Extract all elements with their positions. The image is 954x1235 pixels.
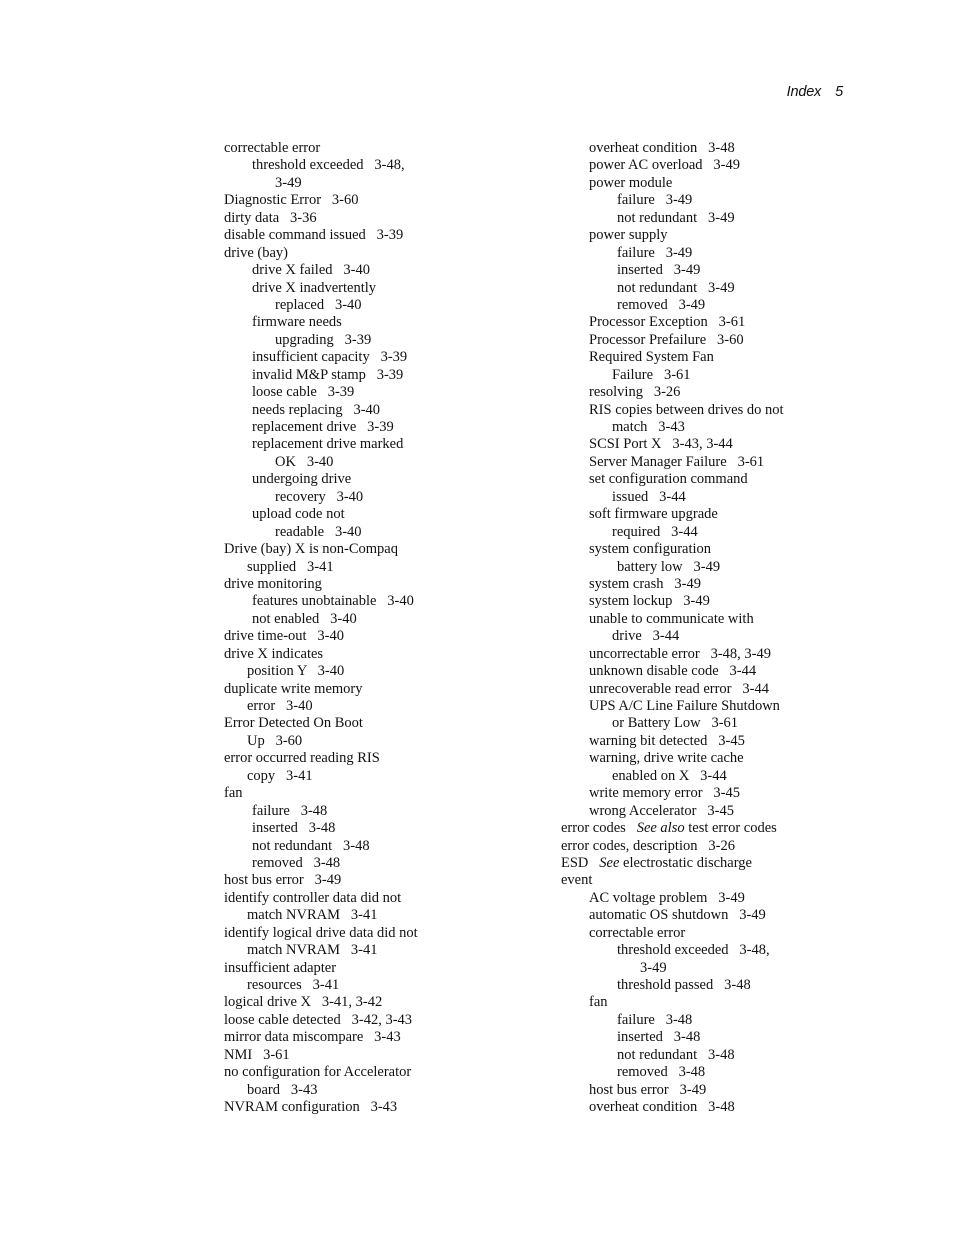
index-entry-text: invalid M&P stamp 3-39 — [252, 366, 404, 383]
index-entry — [224, 593, 554, 610]
index-entry-text: or Battery Low 3-61 — [612, 715, 739, 732]
index-entry-text: inserted 3-48 — [252, 820, 336, 837]
index-entry — [561, 140, 891, 157]
index-entry-text: recovery 3-40 — [275, 488, 364, 505]
index-entry-text: drive time-out 3-40 — [224, 628, 345, 645]
index-entry-text: Processor Exception 3-61 — [589, 314, 746, 331]
index-entry-text: dirty data 3-36 — [224, 209, 317, 226]
index-entry-text: set configuration command — [589, 471, 748, 488]
index-entry-text: drive X indicates — [224, 645, 324, 662]
index-entry-text: upload code not — [252, 506, 345, 523]
index-entry — [561, 785, 891, 802]
index-entry — [224, 960, 554, 977]
index-entry — [561, 593, 891, 610]
index-entry — [561, 297, 891, 314]
index-entry-text: enabled on X 3-44 — [612, 767, 727, 784]
index-entry-text: unrecoverable read error 3-44 — [589, 680, 769, 697]
index-entry-text: failure 3-49 — [617, 244, 693, 261]
index-entry — [561, 384, 891, 401]
index-entry — [224, 803, 554, 820]
index-entry — [561, 907, 891, 924]
index-entry-text: insufficient capacity 3-39 — [252, 349, 408, 366]
index-entry — [561, 646, 891, 663]
index-entry — [224, 402, 554, 419]
index-entry-text: insufficient adapter — [224, 959, 337, 976]
index-entry — [561, 820, 891, 837]
index-entry — [561, 1099, 891, 1116]
index-entry — [224, 1047, 554, 1064]
index-entry-text: needs replacing 3-40 — [252, 401, 381, 418]
index-entry — [224, 157, 554, 174]
index-entry — [224, 768, 554, 785]
index-entry-text: inserted 3-49 — [617, 262, 701, 279]
index-entry-text: drive (bay) — [224, 244, 289, 261]
index-entry-text: logical drive X 3-41, 3-42 — [224, 994, 383, 1011]
index-entry-text: OK 3-40 — [275, 453, 334, 470]
index-entry — [561, 611, 891, 628]
index-entry — [224, 245, 554, 262]
index-entry — [561, 576, 891, 593]
index-entry-text: UPS A/C Line Failure Shutdown — [589, 698, 780, 714]
index-entry-text: resolving 3-26 — [589, 384, 681, 401]
index-entry — [561, 994, 891, 1011]
index-entry-text: AC voltage problem 3-49 — [589, 889, 745, 906]
index-entry-text: match 3-43 — [612, 419, 685, 435]
index-column-left — [224, 140, 554, 1117]
index-entry — [224, 994, 554, 1011]
index-entry-text: match NVRAM 3-41 — [247, 907, 378, 924]
index-entry-text: inserted 3-48 — [617, 1029, 701, 1046]
index-entry-text: ESD — [561, 854, 589, 871]
index-entry — [561, 1012, 891, 1029]
index-entry-text: no configuration for Accelerator — [224, 1064, 412, 1081]
index-entry — [224, 175, 554, 192]
index-entry-text: Drive (bay) X is non-Compaq — [224, 541, 398, 558]
index-entry — [224, 1012, 554, 1029]
index-entry — [561, 855, 891, 872]
index-entry-text: host bus error 3-49 — [224, 872, 342, 889]
index-entry — [224, 785, 554, 802]
index-entry — [561, 402, 891, 419]
index-entry — [224, 698, 554, 715]
index-entry-text: disable command issued 3-39 — [224, 227, 404, 244]
index-entry — [561, 628, 891, 645]
index-entry-text: not redundant 3-48 — [617, 1046, 735, 1063]
index-entry — [561, 175, 891, 192]
index-entry-text: fan — [224, 785, 243, 802]
index-entry-text: correctable error — [589, 924, 686, 941]
index-entry — [224, 454, 554, 471]
index-entry-text: threshold exceeded 3-48, — [252, 157, 405, 174]
index-entry-text: match NVRAM 3-41 — [247, 942, 378, 959]
index-entry — [224, 890, 554, 907]
index-entry — [561, 715, 891, 732]
index-entry-text: threshold exceeded 3-48, — [617, 942, 770, 959]
index-entry — [224, 524, 554, 541]
index-entry-text: power module — [589, 174, 673, 191]
index-entry — [561, 925, 891, 942]
index-entry — [224, 820, 554, 837]
index-entry — [561, 803, 891, 820]
index-entry-text: system crash 3-49 — [589, 575, 701, 592]
index-entry-text: drive X failed 3-40 — [252, 262, 370, 279]
index-entry — [561, 262, 891, 279]
index-entry — [561, 227, 891, 244]
index-entry — [224, 1082, 554, 1099]
index-entry-text: threshold passed 3-48 — [617, 977, 751, 993]
index-entry — [224, 332, 554, 349]
index-entry — [224, 489, 554, 506]
index-entry-text: drive monitoring — [224, 575, 322, 592]
index-entry — [561, 768, 891, 785]
index-entry — [561, 245, 891, 262]
index-entry — [561, 698, 891, 715]
index-entry-text: identify controller data did not — [224, 889, 402, 906]
index-entry — [224, 1099, 554, 1116]
index-entry — [561, 750, 891, 767]
index-entry-text: failure 3-49 — [617, 192, 693, 209]
index-entry-text: warning bit detected 3-45 — [589, 732, 745, 749]
index-entry-text: failure 3-48 — [617, 1011, 693, 1028]
index-entry-text: not redundant 3-49 — [617, 209, 735, 226]
index-entry — [561, 977, 891, 994]
index-entry — [224, 297, 554, 314]
index-entry-text: not enabled 3-40 — [252, 610, 357, 627]
index-entry — [561, 1064, 891, 1081]
index-entry-text: system configuration — [589, 541, 712, 558]
index-entry — [561, 332, 891, 349]
index-entry-text: error occurred reading RIS — [224, 750, 380, 767]
index-entry — [224, 1064, 554, 1081]
index-entry — [224, 1029, 554, 1046]
index-entry — [561, 349, 891, 366]
index-entry-text: replacement drive 3-39 — [252, 419, 394, 435]
index-entry-text: failure 3-48 — [252, 802, 328, 819]
index-entry-text: Diagnostic Error 3-60 — [224, 192, 359, 209]
index-entry — [561, 280, 891, 297]
index-entry — [561, 314, 891, 331]
index-entry-text: features unobtainable 3-40 — [252, 593, 414, 610]
index-entry-text: Failure 3-61 — [612, 366, 691, 383]
index-entry — [224, 628, 554, 645]
see-target: test error codes — [684, 820, 777, 837]
index-entry — [561, 942, 891, 959]
index-entry — [224, 280, 554, 297]
index-entry-text: Processor Prefailure 3-60 — [589, 331, 744, 348]
index-entry-text: correctable error — [224, 140, 321, 156]
index-entry — [561, 367, 891, 384]
index-entry — [561, 1047, 891, 1064]
index-entry — [561, 157, 891, 174]
index-entry — [561, 872, 891, 889]
index-entry — [224, 384, 554, 401]
index-entry — [561, 890, 891, 907]
index-entry-text: soft firmware upgrade — [589, 506, 718, 523]
index-entry-text: unable to communicate with — [589, 610, 754, 627]
index-entry — [561, 436, 891, 453]
index-entry — [224, 977, 554, 994]
index-entry — [224, 314, 554, 331]
index-entry — [561, 541, 891, 558]
index-entry — [224, 419, 554, 436]
index-entry — [224, 140, 554, 157]
index-entry-text: power supply — [589, 227, 668, 244]
index-entry-text: event — [561, 872, 593, 889]
index-entry-text: drive 3-44 — [612, 628, 680, 645]
index-column-right — [561, 140, 891, 1117]
index-entry — [561, 489, 891, 506]
index-entry — [224, 733, 554, 750]
index-entry-text: RIS copies between drives do not — [589, 401, 784, 418]
index-entry-text: removed 3-49 — [617, 296, 706, 313]
index-entry — [224, 611, 554, 628]
index-entry — [224, 663, 554, 680]
index-entry-text: drive X inadvertently — [252, 279, 377, 296]
index-entry — [224, 646, 554, 663]
index-entry — [561, 838, 891, 855]
index-entry-text: supplied 3-41 — [247, 558, 334, 575]
index-entry — [224, 541, 554, 558]
index-entry-text: overheat condition 3-48 — [589, 1099, 735, 1116]
index-entry-text: not redundant 3-48 — [252, 837, 370, 854]
index-entry-text: error 3-40 — [247, 698, 313, 714]
index-entry-text: duplicate write memory — [224, 680, 363, 697]
index-entry — [224, 559, 554, 576]
index-entry — [561, 506, 891, 523]
index-entry — [224, 436, 554, 453]
index-entry-text: 3-49 — [275, 174, 302, 191]
index-entry-text: wrong Accelerator 3-45 — [589, 802, 734, 819]
index-entry-text: uncorrectable error 3-48, 3-49 — [589, 645, 771, 662]
index-entry — [561, 454, 891, 471]
index-entry-text: host bus error 3-49 — [589, 1081, 707, 1098]
index-entry-text: NMI 3-61 — [224, 1046, 290, 1063]
header-page-number: 5 — [835, 84, 843, 100]
index-entry — [561, 663, 891, 680]
index-entry — [224, 715, 554, 732]
index-entry-text: replacement drive marked — [252, 436, 404, 453]
index-entry — [561, 192, 891, 209]
index-entry — [561, 960, 891, 977]
index-entry — [224, 262, 554, 279]
index-entry-text: Required System Fan — [589, 349, 714, 366]
see-target: electrostatic discharge — [619, 854, 752, 871]
see-reference: See — [599, 854, 620, 871]
index-entry — [561, 419, 891, 436]
index-entry — [224, 471, 554, 488]
index-entry-text: readable 3-40 — [275, 523, 362, 540]
index-entry-text: identify logical drive data did not — [224, 924, 418, 941]
index-entry-text: error codes, description 3-26 — [561, 837, 735, 854]
see-reference: See also — [636, 820, 685, 837]
index-entry — [224, 192, 554, 209]
index-entry — [561, 524, 891, 541]
index-entry-text: battery low 3-49 — [617, 558, 721, 575]
index-entry — [224, 681, 554, 698]
running-header — [0, 84, 843, 100]
index-entry-text: copy 3-41 — [247, 767, 313, 784]
index-entry — [561, 1082, 891, 1099]
index-entry-text: overheat condition 3-48 — [589, 140, 735, 156]
index-entry-text: board 3-43 — [247, 1081, 318, 1098]
index-entry-text: issued 3-44 — [612, 488, 686, 505]
index-entry — [224, 367, 554, 384]
index-entry-text: required 3-44 — [612, 523, 698, 540]
index-entry — [561, 559, 891, 576]
index-entry-text: fan — [589, 994, 608, 1011]
index-entry — [224, 925, 554, 942]
index-entry-text: error codes — [561, 820, 626, 837]
index-entry — [224, 838, 554, 855]
index-entry — [224, 349, 554, 366]
index-entry-text: Server Manager Failure 3-61 — [589, 453, 765, 470]
index-entry-text: NVRAM configuration 3-43 — [224, 1099, 398, 1116]
index-entry — [224, 506, 554, 523]
index-entry — [561, 681, 891, 698]
index-entry-text: removed 3-48 — [617, 1064, 706, 1081]
index-entry-text: warning, drive write cache — [589, 750, 744, 767]
index-entry-text: power AC overload 3-49 — [589, 157, 741, 174]
index-entry — [224, 210, 554, 227]
index-entry-text: system lockup 3-49 — [589, 593, 710, 610]
header-section-title: Index — [786, 84, 822, 100]
index-entry-text: Error Detected On Boot — [224, 715, 363, 732]
index-entry-text: mirror data miscompare 3-43 — [224, 1029, 401, 1046]
index-entry — [224, 872, 554, 889]
index-entry-text: not redundant 3-49 — [617, 279, 735, 296]
index-entry — [561, 733, 891, 750]
index-entry-text: write memory error 3-45 — [589, 785, 740, 802]
index-entry — [561, 471, 891, 488]
index-entry-text: upgrading 3-39 — [275, 331, 372, 348]
index-entry — [224, 576, 554, 593]
index-entry-text: Up 3-60 — [247, 732, 303, 749]
index-entry-text: resources 3-41 — [247, 977, 340, 993]
index-entry — [224, 942, 554, 959]
index-entry — [224, 907, 554, 924]
index-entry — [224, 855, 554, 872]
index-entry-text: position Y 3-40 — [247, 663, 345, 680]
index-entry-text: SCSI Port X 3-43, 3-44 — [589, 436, 733, 453]
index-entry-text: replaced 3-40 — [275, 296, 362, 313]
index-entry-text: unknown disable code 3-44 — [589, 663, 757, 680]
index-entry-text: 3-49 — [640, 959, 667, 976]
index-entry — [224, 750, 554, 767]
index-entry-text: automatic OS shutdown 3-49 — [589, 907, 766, 924]
index-entry-text: undergoing drive — [252, 471, 352, 488]
index-entry-text: removed 3-48 — [252, 854, 341, 871]
index-entry — [561, 1029, 891, 1046]
index-entry — [561, 210, 891, 227]
index-entry-text: firmware needs — [252, 314, 342, 331]
index-entry — [224, 227, 554, 244]
index-entry-text: loose cable detected 3-42, 3-43 — [224, 1011, 413, 1028]
index-entry-text: loose cable 3-39 — [252, 384, 355, 401]
